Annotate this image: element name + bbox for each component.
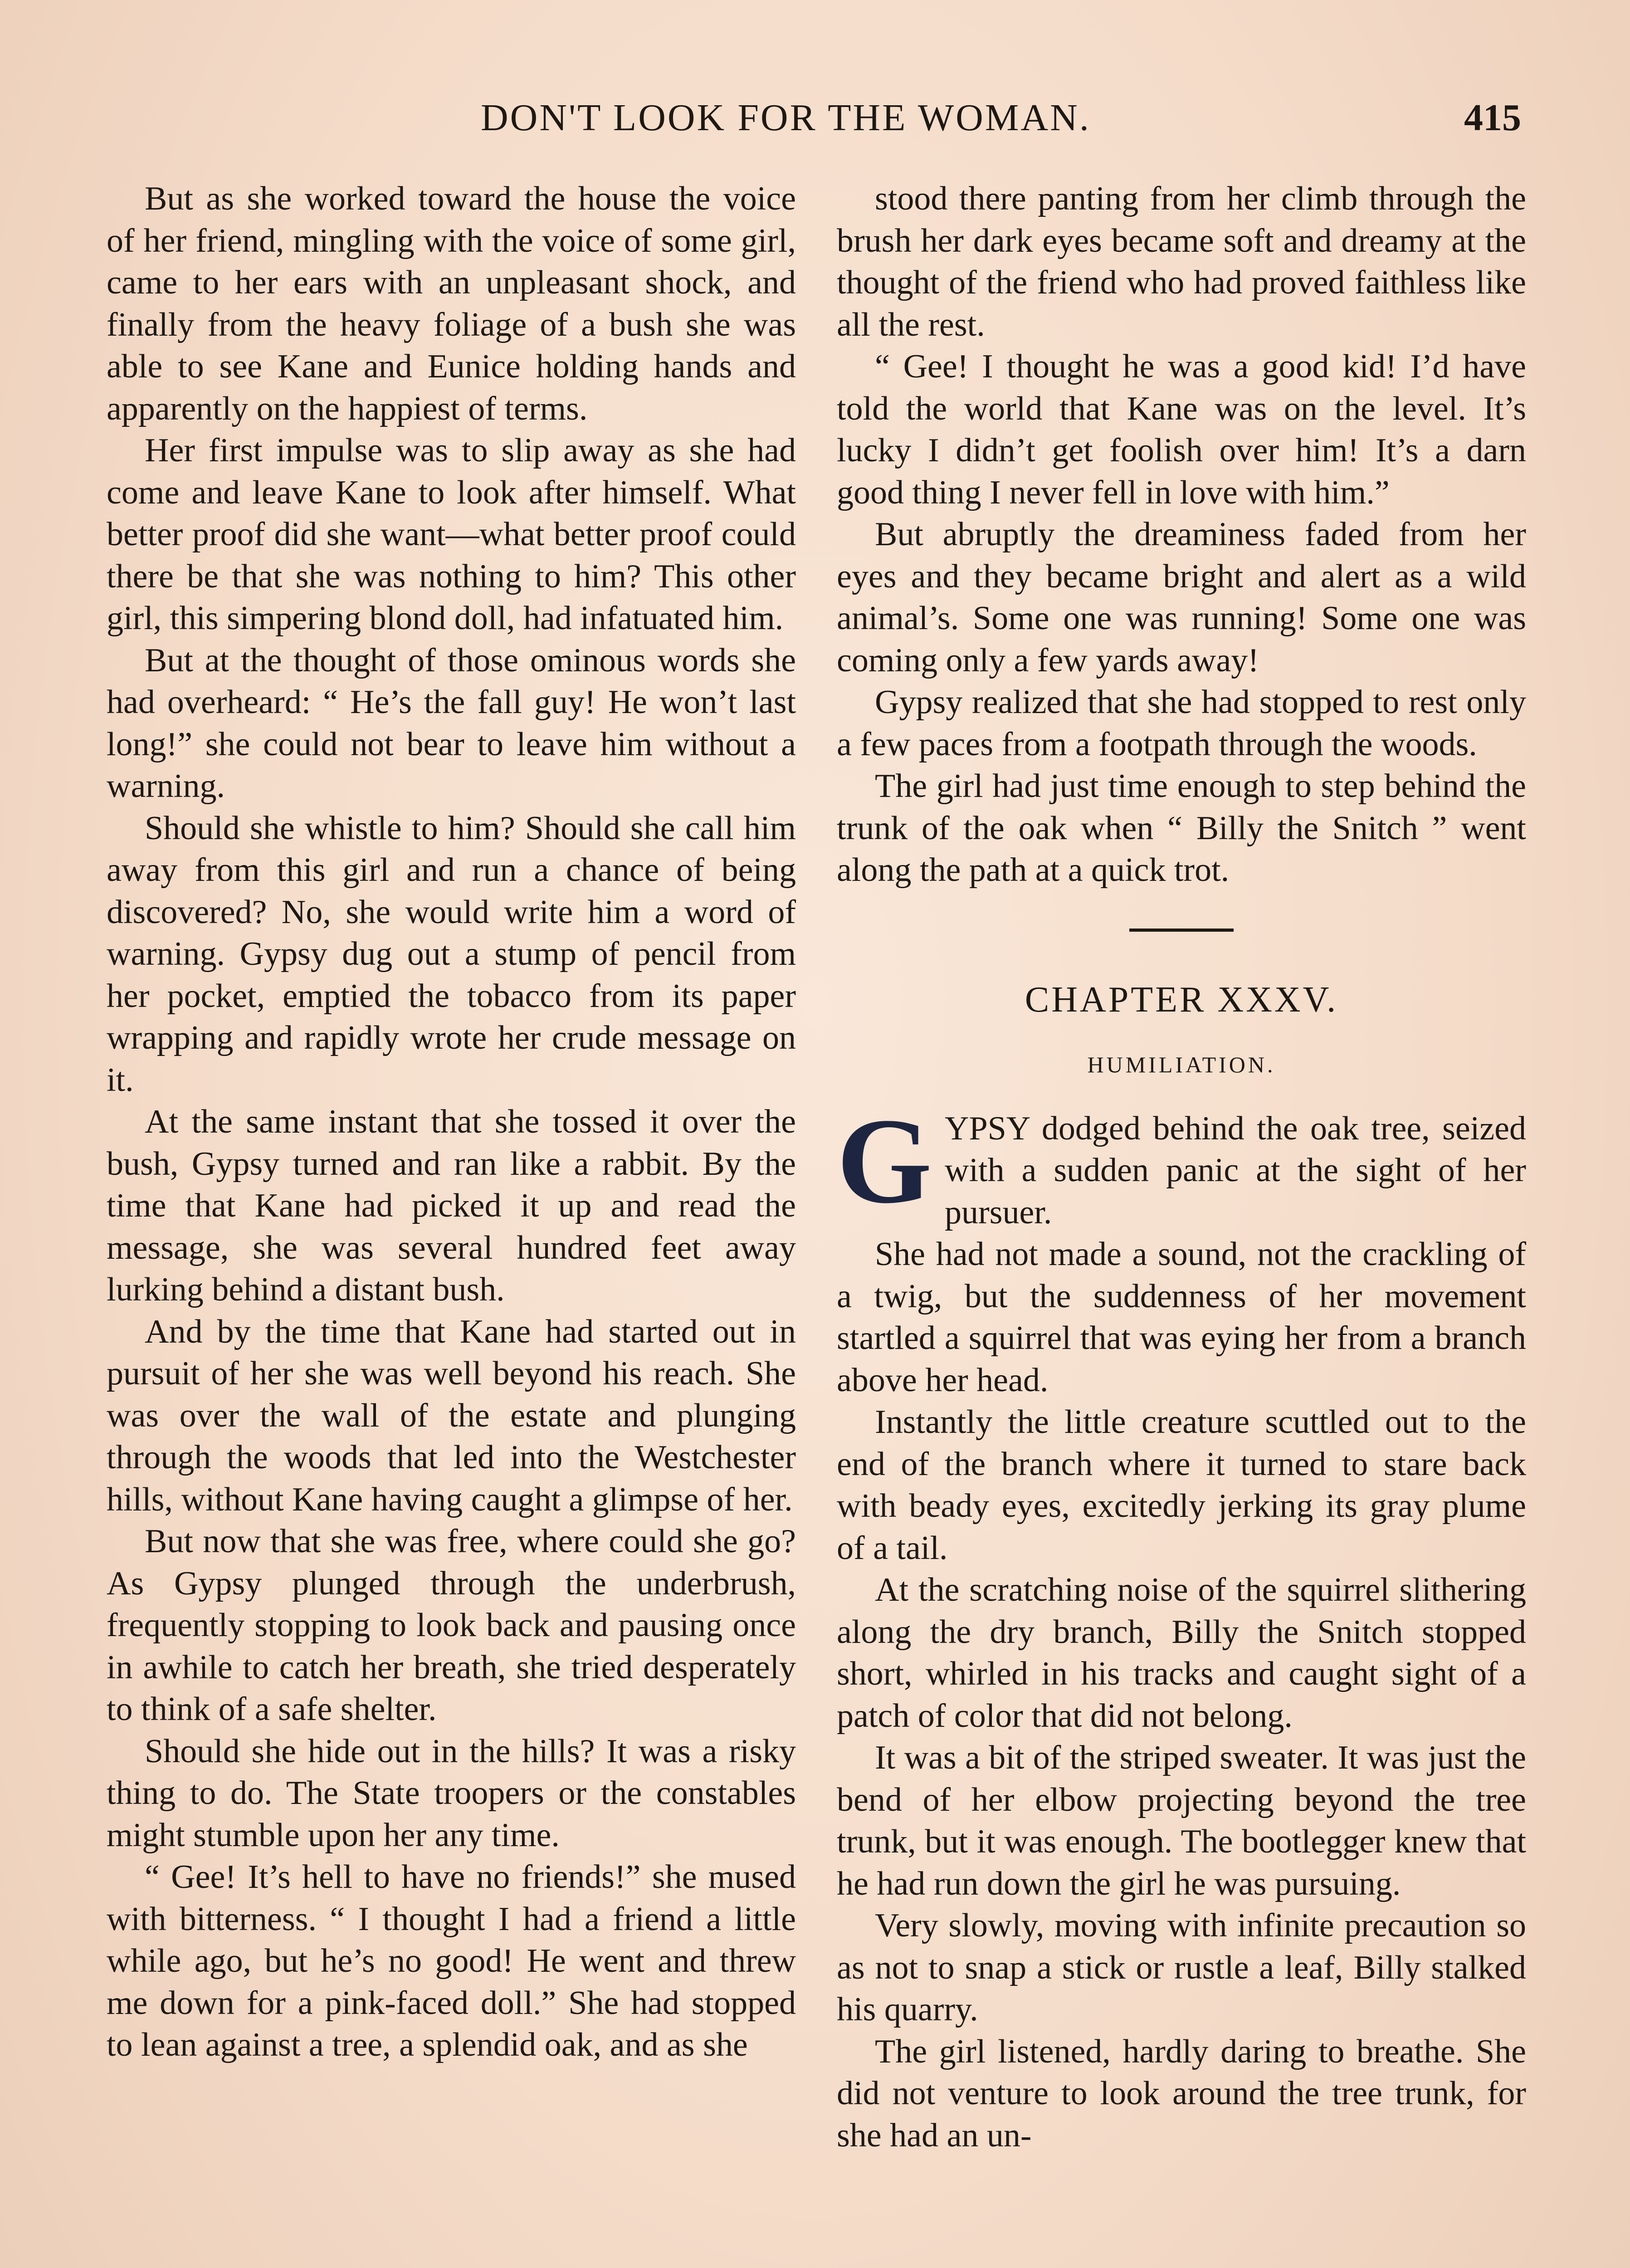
chapter-subtitle: HUMILIATION. <box>1087 1051 1276 1077</box>
chapter-title: CHAPTER XXXV. <box>1025 979 1338 1020</box>
paragraph: And by the time that Kane had started out in pursuit of her she was well beyond his reach. She was over the wall of the estate and plunging through the woods that led into the Westchester hills, without Kane having caught a glimpse of her. <box>107 1313 796 1518</box>
left-column <box>107 178 796 2066</box>
paragraph: Very slowly, moving with infinite precaution so as not to snap a stick or rustle a leaf, Billy stalked his quarry. <box>837 1907 1526 2028</box>
paragraph: At the scratching noise of the squirrel slithering along the dry branch, Billy the Snitch stopped short, whirled in his tracks and caught sight of a patch of color that did not belong. <box>837 1571 1526 1735</box>
paragraph: But now that she was free, where could she go? As Gypsy plunged through the underbrush, frequently stopping to look back and pausing once in awhile to catch her breath, she tried desperately to think of a safe shelter. <box>107 1523 796 1728</box>
paragraph: She had not made a sound, not the crackling of a twig, but the suddenness of her movement startled a squirrel that was eying her from a branch above her head. <box>837 1236 1526 1399</box>
paragraph: “ Gee! It’s hell to have no friends!” she mused with bitterness. “ I thought I had a friend a little while ago, but he’s no good! He went and threw me down for a pink-faced doll.” She had stopped to lean against a tree, a splendid oak, and as she <box>107 1858 796 2063</box>
paragraph: stood there panting from her climb through the brush her dark eyes became soft and dreamy at the thought of the friend who had proved faithless like all the rest. <box>837 180 1526 343</box>
paragraph: But at the thought of those ominous words she had overheard: “ He’s the fall guy! He won’t last long!” she could not bear to leave him without a warning. <box>107 641 796 805</box>
paragraph: Should she whistle to him? Should she call him away from this girl and run a chance of being discovered? No, she would write him a word of warning. Gypsy dug out a stump of pencil from her pocket, emptied the tobacco from its paper wrapping and rapidly wrote her crude message on it. <box>107 809 796 1099</box>
section-divider <box>1129 929 1234 932</box>
paragraph: The girl had just time enough to step behind the trunk of the oak when “ Billy the Snitch ” went along the path at a quick trot. <box>837 767 1526 889</box>
right-column <box>837 178 1526 2156</box>
paragraph: “ Gee! I thought he was a good kid! I’d have told the world that Kane was on the level. It’s lucky I didn’t get foolish over him! It’s a darn good thing I never fell in love with him.” <box>837 348 1526 511</box>
drop-cap: G <box>837 1093 932 1229</box>
paragraph: But abruptly the dreaminess faded from her eyes and they became bright and alert as a wild animal’s. Some one was running! Some one was coming only a few yards away! <box>837 516 1526 679</box>
paragraph: It was a bit of the striped sweater. It was just the bend of her elbow projecting beyond the tree trunk, but it was enough. The bootlegger knew that he had run down the girl he was pursuing. <box>837 1739 1526 1902</box>
paragraph: But as she worked toward the house the voice of her friend, mingling with the voice of some girl, came to her ears with an unpleasant shock, and finally from the heavy foliage of a bush she was able to see Kane and Eunice holding hands and apparently on the happiest of terms. <box>107 180 796 427</box>
paragraph: Gypsy realized that she had stopped to rest only a few paces from a footpath through the woods. <box>837 684 1526 763</box>
paragraph: Instantly the little creature scuttled out to the end of the branch where it turned to stare back with beady eyes, excitedly jerking its gray plume of a tail. <box>837 1403 1526 1567</box>
first-paragraph-text: YPSY dodged behind the oak tree, seized with a sudden panic at the sight of her pursuer. <box>945 1110 1526 1231</box>
chapter-body <box>837 1093 1526 2157</box>
page-number: 415 <box>1464 97 1521 139</box>
paragraph: Her first impulse was to slip away as she had come and leave Kane to look after himself. What better proof did she want—what better proof could there be that she was nothing to him? This other girl, this simpering blond doll, had infatuated him. <box>107 432 796 637</box>
running-title: DON'T LOOK FOR THE WOMAN. <box>481 97 1091 139</box>
chapter-first-paragraph <box>837 1093 1526 1234</box>
paragraph: At the same instant that she tossed it over the bush, Gypsy turned and ran like a rabbit. By the time that Kane had picked it up and read the message, she was several hundred feet away lurking behind a distant bush. <box>107 1103 796 1308</box>
paragraph: The girl listened, hardly daring to breathe. She did not venture to look around the tree trunk, for she had an un- <box>837 2033 1526 2154</box>
paragraph: Should she hide out in the hills? It was a risky thing to do. The State troopers or the constables might stumble upon her any time. <box>107 1732 796 1854</box>
running-header <box>0 93 1630 143</box>
